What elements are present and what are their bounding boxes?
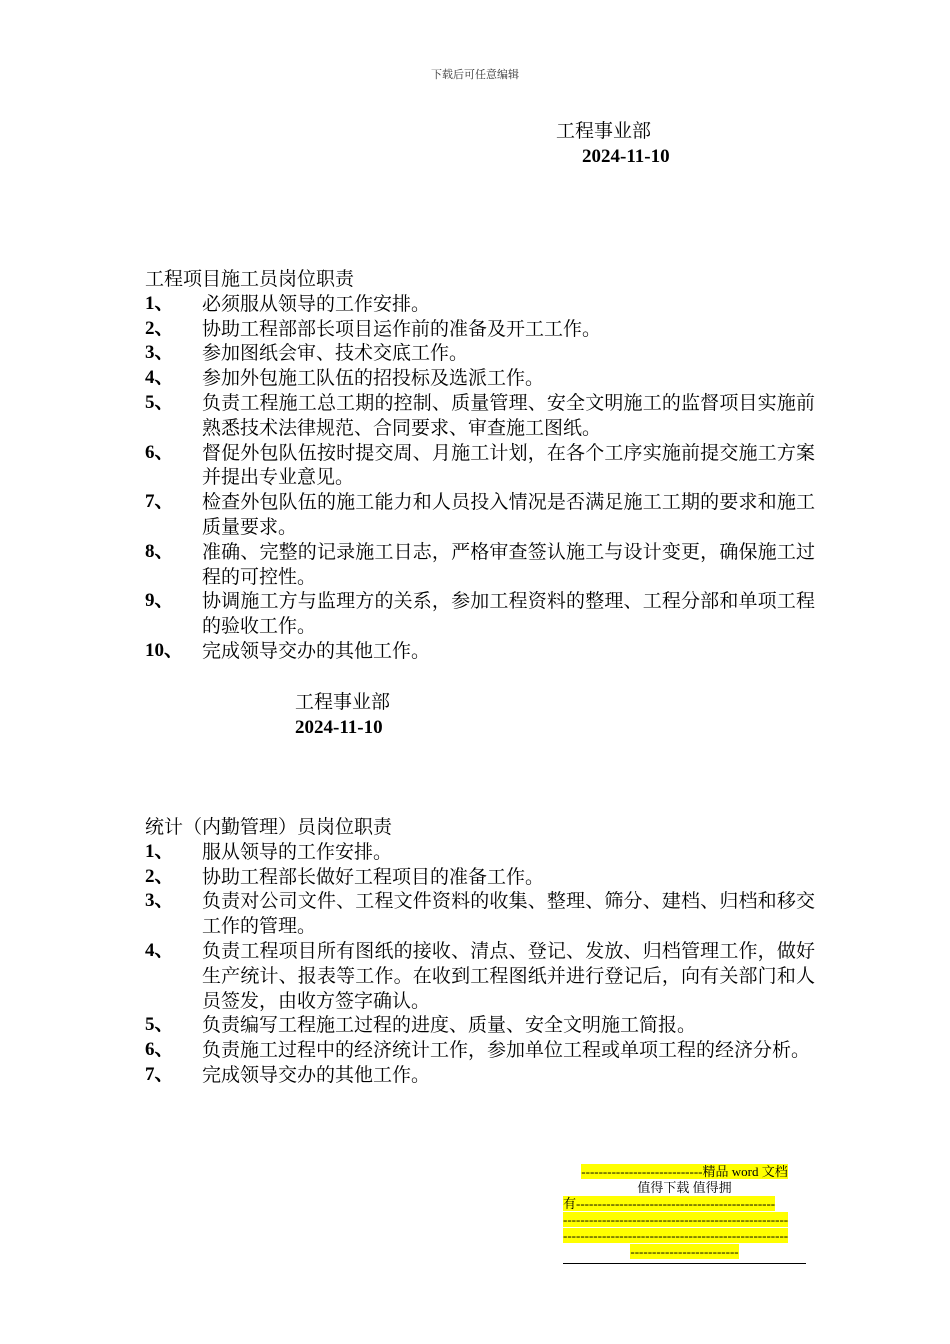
footer-line: ----------------------------------------------------: [563, 1212, 789, 1227]
item-number: 5、: [145, 1014, 174, 1036]
signature-date: 2024-11-10: [295, 717, 383, 738]
item-number: 7、: [145, 1063, 174, 1085]
item-number: 6、: [145, 441, 174, 463]
item-number: 6、: [145, 1039, 174, 1061]
list-item: [145, 391, 815, 441]
item-text: 负责施工过程中的经济统计工作，参加单位工程或单项工程的经济分析。: [202, 1039, 811, 1062]
item-text: 参加外包施工队伍的招投标及选派工作。: [202, 367, 545, 390]
item-number: 5、: [145, 391, 174, 413]
item-number: 8、: [145, 540, 174, 562]
list-item: [145, 589, 815, 639]
item-number: 3、: [145, 890, 174, 912]
list-item: [145, 366, 815, 391]
list-item: [145, 939, 815, 1013]
list-item: [145, 840, 815, 865]
item-number: 7、: [145, 491, 174, 513]
footer-line: ----------------------------精品 word 文档: [581, 1164, 788, 1179]
list-item: [145, 341, 815, 366]
item-text: 检查外包队伍的施工能力和人员投入情况是否满足施工工期的要求和施工质量要求。: [202, 491, 815, 538]
item-text: 必须服从领导的工作安排。: [202, 292, 431, 315]
signature-dept: 工程事业部: [556, 120, 652, 142]
item-text: 负责工程施工总工期的控制、质量管理、安全文明施工的监督项目实施前熟悉技术法律规范、合同要求、审查施工图纸。: [202, 391, 815, 439]
item-text: 协助工程部部长项目运作前的准备及开工工作。: [202, 317, 602, 340]
footer-line: ----------------------------------------------------: [563, 1228, 789, 1243]
item-number: 4、: [145, 939, 174, 961]
item-number: 1、: [145, 840, 174, 862]
item-number: 1、: [145, 292, 174, 314]
footer-rule: [563, 1263, 806, 1264]
item-text: 负责对公司文件、工程文件资料的收集、整理、筛分、建档、归档和移交工作的管理。: [202, 890, 815, 938]
signature-dept: 工程事业部: [295, 691, 391, 713]
item-number: 4、: [145, 367, 174, 389]
item-number: 9、: [145, 590, 174, 612]
duty-list: [145, 292, 815, 664]
item-text: 协助工程部长做好工程项目的准备工作。: [202, 865, 545, 888]
item-text: 协调施工方与监理方的关系，参加工程资料的整理、工程分部和单项工程的验收工作。: [202, 590, 815, 638]
duty-list: [145, 840, 815, 1088]
item-number: 10、: [145, 639, 184, 661]
item-text: 服从领导的工作安排。: [202, 840, 393, 863]
section-statistics-duties: [145, 815, 815, 1088]
signature-mid: [295, 689, 390, 741]
footer-promo: [563, 1164, 806, 1260]
item-number: 2、: [145, 317, 174, 339]
item-text: 完成领导交办的其他工作。: [202, 1063, 431, 1086]
list-item: [145, 441, 815, 491]
footer-line: -------------------------: [630, 1244, 739, 1259]
item-text: 完成领导交办的其他工作。: [202, 639, 431, 662]
header-note: 下载后可任意编辑: [431, 68, 519, 81]
list-item: [145, 639, 815, 664]
list-item: [145, 1063, 815, 1088]
list-item: [145, 1013, 815, 1038]
item-number: 2、: [145, 865, 174, 887]
signature-date: 2024-11-10: [582, 146, 670, 167]
item-text: 准确、完整的记录施工日志，严格审查签认施工与设计变更，确保施工过程的可控性。: [202, 540, 815, 588]
section-construction-duties: [145, 267, 815, 664]
list-item: [145, 540, 815, 590]
section-title: 工程项目施工员岗位职责: [145, 268, 355, 290]
item-text: 负责工程项目所有图纸的接收、清点、登记、发放、归档管理工作，做好生产统计、报表等工作。在收到工程图纸并进行登记后，向有关部门和人员签发，由收方签字确认。: [202, 939, 815, 1012]
list-item: [145, 317, 815, 342]
item-text: 督促外包队伍按时提交周、月施工计划，在各个工序实施前提交施工方案并提出专业意见。: [202, 441, 815, 489]
list-item: [145, 292, 815, 317]
item-number: 3、: [145, 342, 174, 364]
item-text: 参加图纸会审、技术交底工作。: [202, 342, 469, 365]
footer-line: 有----------------------------------------------: [563, 1196, 776, 1211]
list-item: [145, 889, 815, 939]
list-item: [145, 865, 815, 890]
item-text: 负责编写工程施工过程的进度、质量、安全文明施工简报。: [202, 1014, 697, 1037]
signature-top: [556, 118, 670, 170]
list-item: [145, 1038, 815, 1063]
footer-line: 值得下载 值得拥: [637, 1180, 732, 1195]
section-title: 统计（内勤管理）员岗位职责: [145, 816, 393, 838]
list-item: [145, 490, 815, 540]
